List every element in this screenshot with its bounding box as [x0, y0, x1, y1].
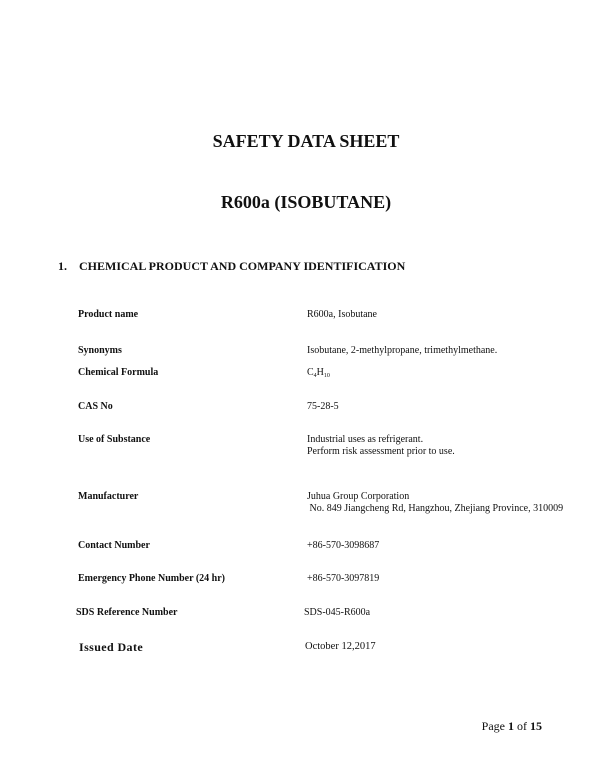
- use-of-substance-value-line1: Industrial uses as refrigerant.: [307, 434, 424, 445]
- page-word: Page: [481, 719, 505, 733]
- product-name-label: Product name: [78, 309, 139, 320]
- section-number: 1.: [58, 259, 67, 273]
- chemical-formula-label: Chemical Formula: [78, 367, 159, 378]
- page-footer: [482, 719, 542, 734]
- sds-reference-label: SDS Reference Number: [76, 607, 178, 618]
- page-total: 15: [530, 719, 542, 733]
- of-word: of: [517, 719, 527, 733]
- chemical-formula-value: $C_4H_{10}$: [307, 367, 330, 379]
- section-title: CHEMICAL PRODUCT AND COMPANY IDENTIFICATION: [79, 259, 406, 273]
- cas-no-label: CAS No: [78, 401, 113, 412]
- issued-date-value: October 12,2017: [305, 641, 376, 652]
- manufacturer-value-line1: Juhua Group Corporation: [307, 491, 410, 502]
- cas-no-value: 75-28-5: [307, 401, 339, 412]
- contact-number-value: +86-570-3098687: [307, 540, 380, 551]
- use-of-substance-label: Use of Substance: [78, 434, 151, 445]
- manufacturer-label: Manufacturer: [78, 491, 139, 502]
- page-current: 1: [508, 719, 514, 733]
- section-heading: [58, 259, 405, 274]
- sds-reference-value: SDS-045-R600a: [304, 607, 371, 618]
- manufacturer-value-line2: No. 849 Jiangcheng Rd, Hangzhou, Zhejiang Province, 310009: [307, 503, 564, 514]
- emergency-phone-value: +86-570-3097819: [307, 573, 380, 584]
- product-name-value: R600a, Isobutane: [307, 309, 377, 320]
- document-title: SAFETY DATA SHEET: [212, 131, 400, 151]
- synonyms-value: Isobutane, 2-methylpropane, trimethylmethane.: [307, 345, 498, 356]
- issued-date-label: Issued Date: [79, 640, 144, 654]
- synonyms-label: Synonyms: [78, 345, 122, 356]
- document-subtitle: R600a (ISOBUTANE): [220, 192, 392, 212]
- emergency-phone-label: Emergency Phone Number (24 hr): [78, 573, 226, 584]
- use-of-substance-value-line2: Perform risk assessment prior to use.: [307, 446, 455, 457]
- contact-number-label: Contact Number: [78, 540, 150, 551]
